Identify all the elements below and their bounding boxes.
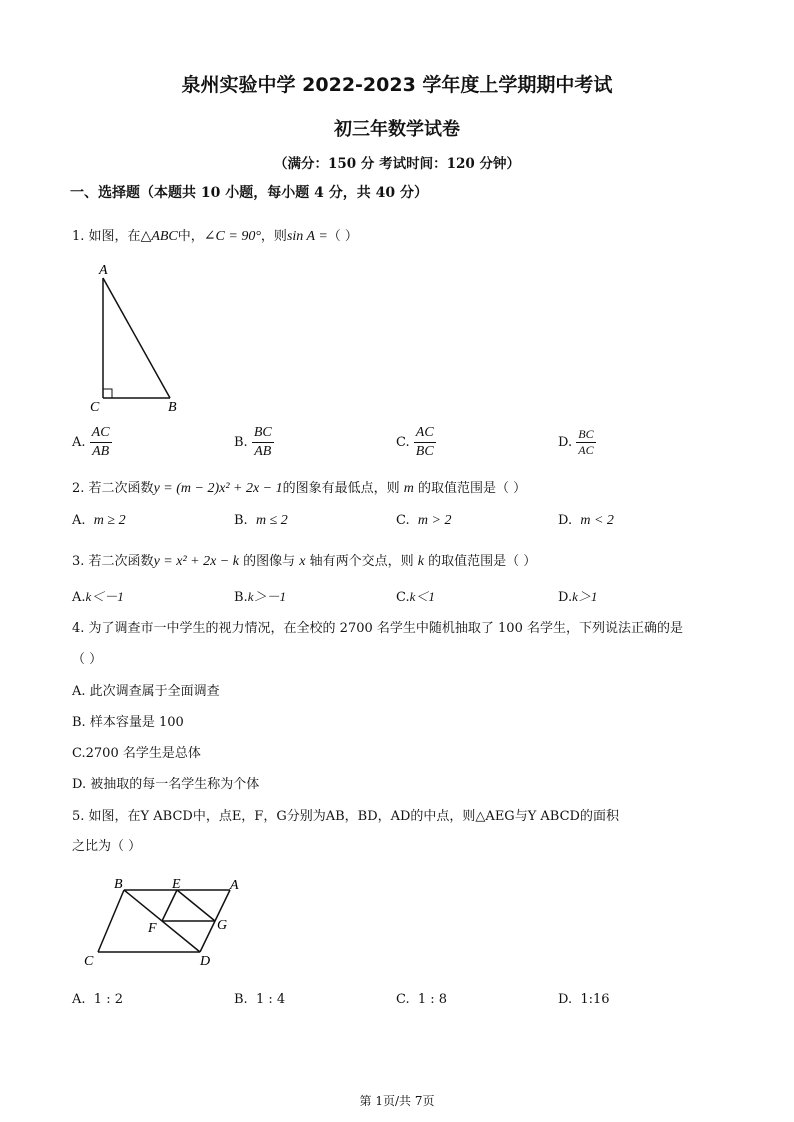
math-expression: y = x² + 2x − k [153, 554, 239, 569]
option-d[interactable] [558, 427, 596, 458]
option-c[interactable] [396, 992, 447, 1007]
question-text: 若二次函数 [88, 481, 154, 496]
numerator: BC [252, 424, 274, 443]
question-number: 1. [72, 229, 85, 244]
math-expression: y = (m − 2)x² + 2x − 1 [153, 481, 283, 496]
question-text: 若二次函数 [88, 554, 154, 569]
option-d[interactable] [558, 513, 614, 529]
option-value: k＜－1 [85, 589, 124, 604]
question-text: 如图，在Y ABCD中，点E，F，G分别为AB，BD，AD的中点，则△AEG与Y ABCD的面积 [88, 809, 619, 824]
option-label: B. [234, 435, 248, 450]
question-number: 5. [72, 809, 85, 824]
exam-title: 泉州实验中学 2022-2023 学年度上学期期中考试 [181, 74, 613, 96]
section-heading: 一、选择题（本题共 10 小题，每小题 4 分，共 40 分） [70, 185, 428, 201]
option-a[interactable] [72, 424, 112, 461]
option-label: C. [72, 746, 86, 761]
side-ab [103, 278, 170, 398]
option-label: A. [72, 435, 86, 450]
math-triangle: △ABC [140, 229, 178, 244]
vertex-label-f: F [148, 921, 157, 936]
answer-paren: （ ） [327, 229, 358, 244]
option-c[interactable] [396, 586, 435, 605]
denominator: AB [92, 444, 110, 459]
question-text: 如图，在 [88, 229, 141, 244]
option-b[interactable] [234, 586, 286, 605]
question-number: 4. [72, 621, 85, 636]
question-4 [72, 617, 683, 636]
numerator: AC [414, 424, 436, 443]
vertex-label-a: A [99, 263, 108, 278]
denominator: AC [578, 443, 594, 457]
question-1 [72, 225, 358, 245]
math-variable: k [417, 554, 424, 569]
fraction [90, 424, 112, 461]
option-value: 样本容量是 100 [89, 715, 184, 730]
option-value: m ≤ 2 [255, 513, 288, 528]
option-a[interactable] [72, 992, 123, 1007]
option-label: C. [396, 435, 410, 450]
option-a[interactable] [72, 513, 126, 529]
option-label: A. [72, 590, 86, 605]
option-value: 2700 名学生是总体 [85, 746, 201, 761]
question-text: 为了调查市一中学生的视力情况，在全校的 2700 名学生中随机抽取了 100 名学生，下列说法正确的是 [88, 621, 683, 636]
option-c[interactable] [396, 424, 436, 461]
option-value: m ≥ 2 [93, 513, 126, 528]
exam-subtitle: 初三年数学试卷 [334, 119, 460, 140]
option-d[interactable] [72, 773, 259, 792]
option-value: 1 : 2 [93, 992, 123, 1007]
option-label: B. [234, 992, 248, 1007]
question-text: ，则 [260, 229, 287, 244]
vertex-label-a: A [230, 878, 239, 893]
question-5 [72, 805, 619, 824]
math-variable: x [299, 554, 306, 569]
option-value: k＞1 [572, 589, 598, 604]
option-c[interactable] [72, 742, 201, 761]
option-b[interactable] [234, 513, 288, 529]
option-label: B. [234, 513, 248, 528]
option-d[interactable] [558, 992, 610, 1007]
option-label: C. [396, 992, 410, 1007]
vertex-label-g: G [217, 918, 228, 933]
option-label: A. [72, 513, 86, 528]
option-label: D. [558, 992, 573, 1007]
question-3 [72, 550, 536, 570]
option-value: 1 : 8 [417, 992, 448, 1007]
math-condition: ∠C = 90° [203, 229, 261, 244]
question-text: 的图像与 [243, 554, 296, 569]
question-number: 2. [72, 481, 85, 496]
option-label: B. [72, 715, 86, 730]
option-value: 被抽取的每一名学生称为个体 [90, 777, 260, 792]
fraction [252, 424, 274, 461]
vertex-label-d: D [200, 954, 211, 969]
fraction [414, 424, 436, 461]
numerator: AC [90, 424, 112, 443]
math-expression: sin A = [286, 229, 328, 244]
option-label: A. [72, 684, 86, 699]
fraction [576, 427, 595, 458]
option-label: C. [396, 590, 410, 605]
answer-paren: （ ） [72, 652, 103, 667]
option-value: k＜1 [409, 589, 435, 604]
question-2 [72, 477, 526, 497]
option-label: D. [558, 513, 573, 528]
question-text: 的取值范围是（ ） [428, 554, 537, 569]
question-text: 轴有两个交点，则 [309, 554, 414, 569]
option-b[interactable] [234, 424, 274, 461]
option-c[interactable] [396, 513, 451, 529]
denominator: BC [415, 444, 434, 459]
option-value: k＞－1 [247, 589, 286, 604]
math-variable: m [403, 481, 414, 496]
score-info: （满分：150 分 考试时间：120 分钟） [274, 156, 520, 172]
question-text: 的取值范围是（ ） [418, 481, 527, 496]
option-a[interactable] [72, 586, 124, 605]
option-label: A. [72, 992, 86, 1007]
option-b[interactable] [234, 992, 285, 1007]
option-label: D. [558, 435, 573, 450]
triangle-figure [85, 258, 195, 418]
vertex-label-e: E [172, 877, 181, 892]
question-text: 之比为（ ） [72, 839, 142, 854]
option-label: C. [396, 513, 410, 528]
parallelogram-figure [80, 872, 260, 972]
option-b[interactable] [72, 711, 184, 730]
option-value: m < 2 [580, 513, 614, 528]
question-text: 中， [177, 229, 204, 244]
segment-ef [162, 890, 177, 921]
side-cb [98, 890, 124, 952]
vertex-label-b: B [114, 877, 123, 892]
question-text: 的图象有最低点，则 [282, 481, 400, 496]
page-number: 第 1页/共 7页 [359, 1094, 435, 1108]
option-value: 1:16 [580, 992, 610, 1007]
vertex-label-b: B [168, 400, 177, 415]
question-number: 3. [72, 554, 85, 569]
option-value: 1 : 4 [255, 992, 286, 1007]
denominator: AB [254, 444, 272, 459]
numerator: BC [578, 427, 594, 441]
vertex-label-c: C [84, 954, 94, 969]
vertex-label-c: C [90, 400, 100, 415]
option-d[interactable] [558, 586, 597, 605]
option-label: D. [558, 590, 573, 605]
option-label: D. [72, 777, 87, 792]
option-label: B. [234, 590, 248, 605]
option-value: m > 2 [417, 513, 452, 528]
segment-eg [177, 890, 215, 921]
option-a[interactable] [72, 680, 220, 699]
right-angle-mark [103, 389, 112, 398]
option-value: 此次调查属于全面调查 [89, 684, 220, 699]
